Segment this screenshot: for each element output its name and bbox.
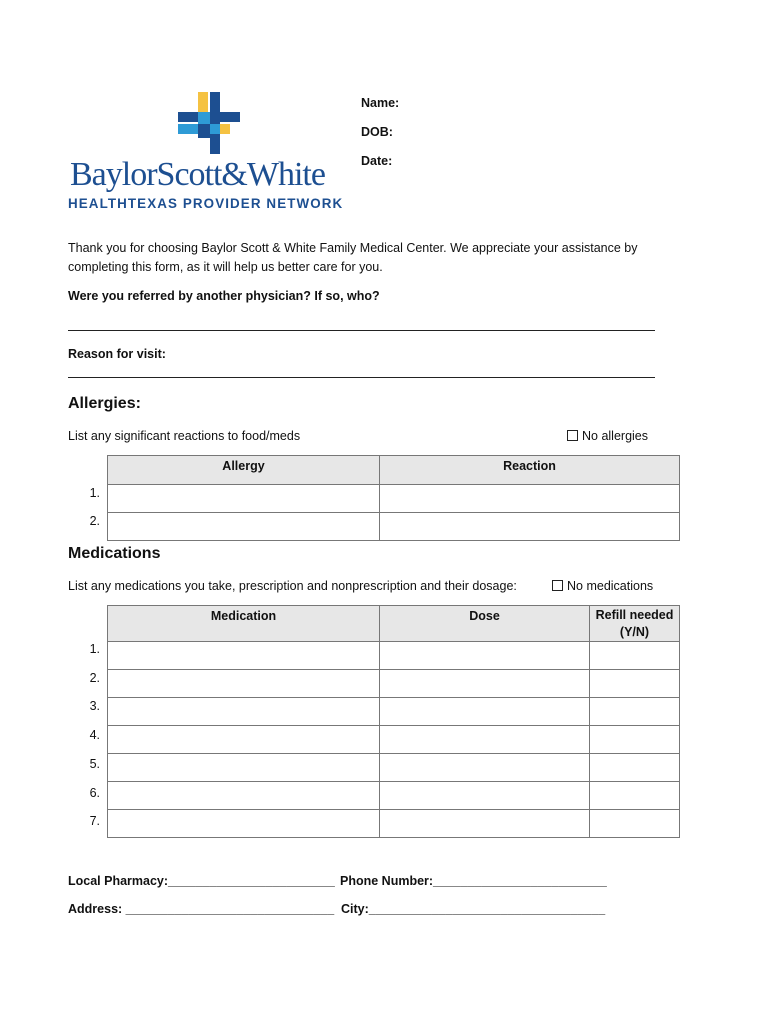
table-row (108, 642, 680, 670)
referral-question: Were you referred by another physician? If so, who? (68, 289, 380, 303)
dose-cell[interactable] (380, 726, 590, 754)
table-row (108, 754, 680, 782)
medication-cell[interactable] (108, 642, 380, 670)
allergy-cell[interactable] (108, 513, 380, 541)
allergy-row-number: 2. (89, 514, 100, 528)
medications-table (107, 605, 680, 838)
reaction-cell[interactable] (380, 485, 680, 513)
refill-cell[interactable] (590, 726, 680, 754)
reaction-cell[interactable] (380, 513, 680, 541)
medication-cell[interactable] (108, 670, 380, 698)
dob-label: DOB: (361, 125, 393, 139)
local-pharmacy-field[interactable]: Local Pharmacy:________________________ (68, 874, 335, 888)
no-allergies-option[interactable] (567, 427, 648, 445)
no-medications-checkbox[interactable] (552, 580, 563, 591)
refill-cell[interactable] (590, 670, 680, 698)
table-row (108, 810, 680, 838)
baylor-scott-white-logo (70, 92, 355, 214)
name-label: Name: (361, 96, 400, 110)
no-allergies-checkbox[interactable] (567, 430, 578, 441)
dose-column-header: Dose (380, 606, 590, 642)
table-row (108, 726, 680, 754)
table-row (108, 485, 680, 513)
medication-cell[interactable] (108, 810, 380, 838)
medication-row-number: 4. (89, 728, 100, 742)
reaction-column-header: Reaction (380, 456, 680, 485)
intro-line-2: completing this form, as it will help us better care for you. (68, 260, 383, 274)
refill-cell[interactable] (590, 698, 680, 726)
cross-logo-icon (178, 92, 240, 154)
date-label: Date: (361, 154, 393, 168)
allergies-table (107, 455, 680, 541)
dose-cell[interactable] (380, 782, 590, 810)
medications-heading: Medications (68, 545, 161, 562)
medication-row-number: 1. (89, 642, 100, 656)
medication-row-number: 7. (89, 814, 100, 828)
allergy-column-header: Allergy (108, 456, 380, 485)
refill-cell[interactable] (590, 782, 680, 810)
medication-row-number: 3. (89, 699, 100, 713)
dose-cell[interactable] (380, 670, 590, 698)
no-allergies-label: No allergies (582, 429, 649, 443)
dose-cell[interactable] (380, 754, 590, 782)
address-field[interactable]: Address: ______________________________ (68, 902, 335, 916)
referral-answer-line[interactable] (68, 330, 655, 331)
dose-cell[interactable] (380, 810, 590, 838)
refill-cell[interactable] (590, 642, 680, 670)
medication-cell[interactable] (108, 726, 380, 754)
medication-cell[interactable] (108, 698, 380, 726)
city-field[interactable]: City:__________________________________ (341, 902, 606, 916)
medication-column-header: Medication (108, 606, 380, 642)
table-row (108, 782, 680, 810)
medication-row-number: 2. (89, 671, 100, 685)
refill-cell[interactable] (590, 810, 680, 838)
refill-column-header: Refill needed (Y/N) (590, 606, 680, 642)
reason-label: Reason for visit: (68, 347, 166, 361)
allergies-heading: Allergies: (68, 395, 141, 412)
phone-number-field[interactable]: Phone Number:_________________________ (340, 874, 607, 888)
no-medications-option[interactable] (552, 577, 653, 595)
logo-wordmark: BaylorScott&White (70, 156, 325, 193)
dose-cell[interactable] (380, 698, 590, 726)
medication-cell[interactable] (108, 754, 380, 782)
allergy-cell[interactable] (108, 485, 380, 513)
table-row (108, 513, 680, 541)
no-medications-label: No medications (567, 579, 654, 593)
logo-tagline: HEALTHTEXAS PROVIDER NETWORK (68, 196, 344, 211)
intro-line-1: Thank you for choosing Baylor Scott & White Family Medical Center. We appreciate your assistance by (68, 241, 638, 255)
table-row (108, 698, 680, 726)
medication-row-number: 6. (89, 786, 100, 800)
allergies-instruction: List any significant reactions to food/meds (68, 429, 301, 443)
table-row (108, 670, 680, 698)
reason-answer-line[interactable] (68, 377, 655, 378)
medication-cell[interactable] (108, 782, 380, 810)
medications-instruction: List any medications you take, prescription and nonprescription and their dosage: (68, 579, 517, 593)
dose-cell[interactable] (380, 642, 590, 670)
medication-row-number: 5. (89, 757, 100, 771)
refill-cell[interactable] (590, 754, 680, 782)
allergy-row-number: 1. (89, 486, 100, 500)
